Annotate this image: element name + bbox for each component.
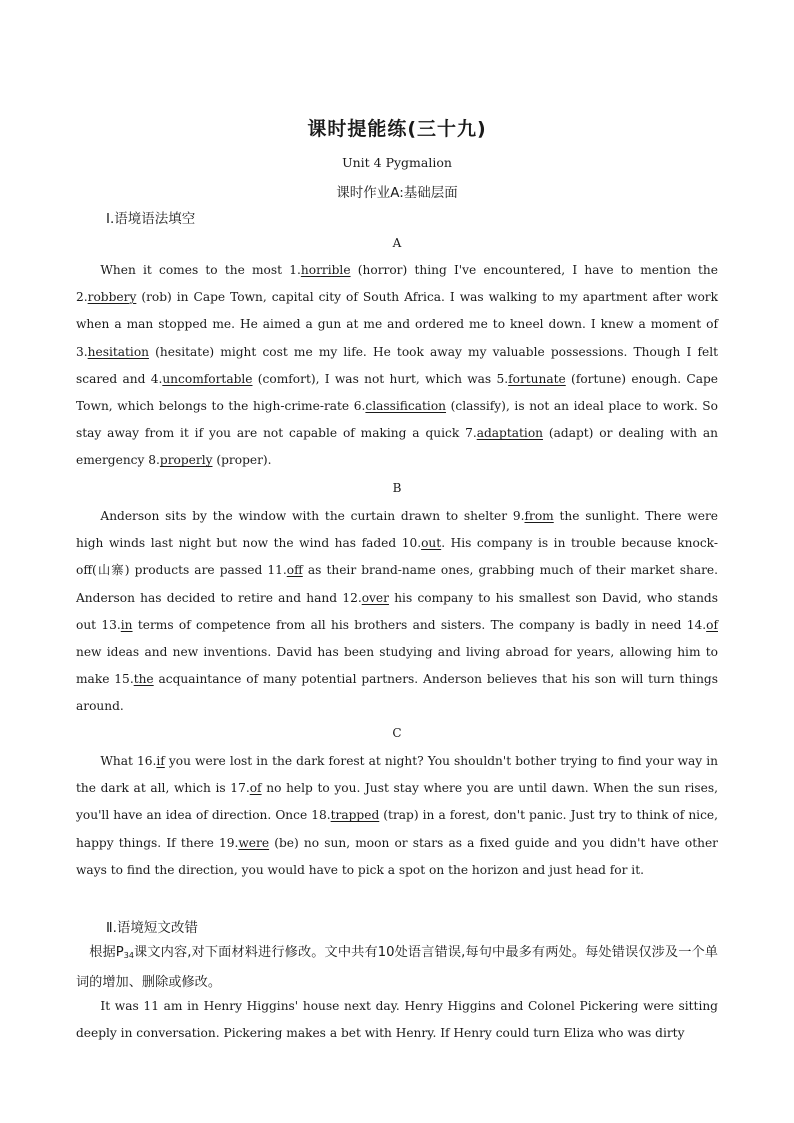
passage-label-b: B: [392, 481, 402, 495]
answer-15: the: [133, 672, 154, 687]
homework-level: 课时作业A:基础层面: [336, 185, 458, 201]
error-correction-passage: It was 11 am in Henry Higgins' house next day. Henry Higgins and Colonel Pickering were sitting deeply in conversation. Pickering makes a bet with Henry. If Henry could turn Eliza who was dirty: [76, 999, 718, 1041]
answer-6: classification: [365, 399, 447, 414]
section-heading-error-correction: Ⅱ.语境短文改错: [106, 920, 198, 936]
answer-16: if: [156, 754, 165, 768]
answer-1: horrible: [300, 263, 351, 277]
answer-8: properly: [159, 453, 213, 468]
passage-a: When it comes to the most 1.horrible (horror) thing I've encountered, I have to mention the 2.robbery (rob) in Cape Town, capital city of South Africa. I was walking to my apartment after work when a man stopped me. He aimed a gun at me and ordered me to kneel down. I knew a moment of 3.hesitation (hesitate) might cost me my life. He took away my valuable possessions. Though I felt scared and 4.uncomfortable (comfort), I was not hurt, which was 5.fortunate (fortune) enough. Cape Town, which belongs to the high-crime-rate 6.classification (classify), is not an ideal place to work. So stay away from it if you are not capable of making a quick 7.adaptation (adapt) or dealing with an emergency 8.properly (proper).: [76, 263, 719, 468]
answer-4: uncomfortable: [162, 371, 253, 386]
unit-title: Unit 4 Pygmalion: [342, 155, 452, 170]
answer-10: out: [421, 536, 442, 551]
error-correction-instructions: 根据$P_{34}$课文内容,对下面材料进行修改。文中共有10处语言错误,每句中最多有两处。每处错误仅涉及一个单词的增加、删除或修改。: [76, 945, 718, 990]
answer-18: trapped: [330, 808, 380, 823]
answer-13: in: [120, 617, 133, 632]
passage-label-c: C: [392, 726, 402, 740]
answer-14: of: [706, 617, 718, 632]
answer-11: off: [286, 563, 303, 578]
answer-9: from: [524, 509, 554, 523]
passage-label-a: A: [392, 236, 402, 250]
passage-b: Anderson sits by the window with the curtain drawn to shelter 9.from the sunlight. There were high winds last night but now the wind has faded 10.out. His company is in trouble because knock-off(山寨) products are passed 11.off as their brand-name ones, grabbing much of their market share. Anderson has decided to retire and hand 12.over his company to his smallest son David, who stands out 13.in terms of competence from all his brothers and sisters. The company is badly in need 14.of new ideas and new inventions. David has been studying and living abroad for years, allowing him to make 15.the acquaintance of many potential partners. Anderson believes that his son will turn things around.: [76, 509, 719, 714]
passage-c: What 16.if you were lost in the dark forest at night? You shouldn't bother trying to find your way in the dark at all, which is 17.of no help to you. Just stay where you are until dawn. When the sun rises, you'll have an idea of direction. Once 18.trapped (trap) in a forest, don't panic. Just try to think of nice, happy things. If there 19.were (be) no sun, moon or stars as a fixed guide and you didn't have other ways to find the direction, you would have to pick a spot on the horizon and just head for it.: [76, 754, 719, 877]
answer-19: were: [238, 835, 270, 850]
answer-17: of: [249, 781, 262, 796]
page-title: 课时提能练(三十九): [307, 118, 487, 140]
chinese-gloss: 山寨: [96, 563, 125, 578]
answer-2: robbery: [87, 290, 137, 305]
answer-5: fortunate: [508, 371, 566, 386]
answer-12: over: [361, 590, 389, 605]
answer-7: adaptation: [476, 426, 544, 441]
answer-3: hesitation: [87, 344, 150, 359]
section-heading-grammar-fill: Ⅰ.语境语法填空: [106, 211, 196, 227]
